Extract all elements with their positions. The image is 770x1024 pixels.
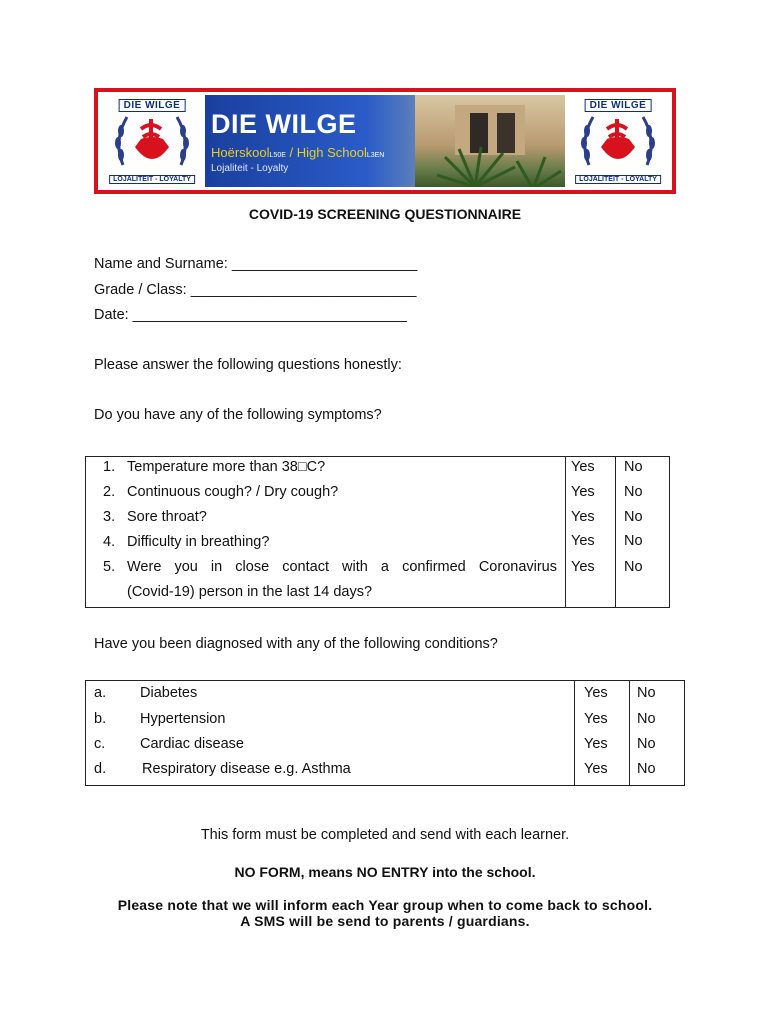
date-field[interactable]: Date: __________________________________ xyxy=(94,307,407,323)
school-building-photo xyxy=(415,95,565,187)
condition-letter: a. xyxy=(94,685,107,701)
crest-name: DIE WILGE xyxy=(585,99,652,112)
symptom-text: Temperature more than 38□C? xyxy=(127,459,326,475)
condition-text: Hypertension xyxy=(140,711,226,727)
yes-option[interactable]: Yes xyxy=(584,761,608,777)
symptom-text: Difficulty in breathing? xyxy=(127,534,270,550)
school-banner xyxy=(94,88,676,194)
symptoms-table xyxy=(85,456,670,608)
conditions-table xyxy=(85,680,685,786)
no-option[interactable]: No xyxy=(637,685,656,701)
palm-plants-icon xyxy=(415,95,565,187)
symptom-text: Were you in close contact with a confirmed Coronavirus xyxy=(127,559,557,575)
symptoms-question: Do you have any of the following symptoms? xyxy=(94,407,382,423)
banner-title: DIE WILGE xyxy=(211,109,357,139)
name-surname-field[interactable]: Name and Surname: _______________________ xyxy=(94,256,418,272)
symptom-number: 5. xyxy=(103,559,116,575)
banner-middle xyxy=(205,95,565,187)
condition-letter: d. xyxy=(94,761,107,777)
no-option[interactable]: No xyxy=(637,736,656,752)
condition-text: Respiratory disease e.g. Asthma xyxy=(142,761,351,777)
yes-option[interactable]: Yes xyxy=(584,711,608,727)
banner-subtitle xyxy=(211,145,384,160)
condition-letter: c. xyxy=(94,736,106,752)
banner-motto: Lojaliteit - Loyalty xyxy=(211,163,289,174)
condition-text: Diabetes xyxy=(140,685,198,701)
sms-notice: A SMS will be send to parents / guardians. xyxy=(240,913,530,929)
year-group-notice: Please note that we will inform each Year group when to come back to school. xyxy=(117,897,653,913)
yes-option[interactable]: Yes xyxy=(584,685,608,701)
no-option[interactable]: No xyxy=(624,509,643,525)
yes-option[interactable]: Yes xyxy=(584,736,608,752)
document-title: COVID-19 SCREENING QUESTIONNAIRE xyxy=(248,206,522,222)
subtitle-afrikaans: Hoërskool xyxy=(211,145,270,160)
yes-option[interactable]: Yes xyxy=(571,509,595,525)
no-option[interactable]: No xyxy=(637,761,656,777)
subtitle-separator: / xyxy=(285,145,297,160)
yes-option[interactable]: Yes xyxy=(571,484,595,500)
yes-option[interactable]: Yes xyxy=(571,559,595,575)
condition-letter: b. xyxy=(94,711,107,727)
yes-option[interactable]: Yes xyxy=(571,533,595,549)
symptom-number: 1. xyxy=(103,459,116,475)
no-form-notice: NO FORM, means NO ENTRY into the school. xyxy=(234,864,536,880)
crest-name: DIE WILGE xyxy=(119,99,186,112)
symptom-text: Continuous cough? / Dry cough? xyxy=(127,484,339,500)
code-english: L3EN xyxy=(366,152,385,159)
yes-option[interactable]: Yes xyxy=(571,459,595,475)
school-crest-right xyxy=(567,95,669,187)
no-option[interactable]: No xyxy=(624,533,643,549)
crest-emblem-icon xyxy=(101,95,203,187)
footer-instruction: This form must be completed and send with each learner. xyxy=(200,827,570,843)
no-option[interactable]: No xyxy=(624,484,643,500)
crest-motto: LOJALITEIT - LOYALTY xyxy=(109,175,195,184)
condition-text: Cardiac disease xyxy=(140,736,244,752)
grade-class-field[interactable]: Grade / Class: ____________________________ xyxy=(94,282,417,298)
instruction-text: Please answer the following questions honestly: xyxy=(94,357,402,373)
no-option[interactable]: No xyxy=(637,711,656,727)
crest-motto: LOJALITEIT - LOYALTY xyxy=(575,175,661,184)
symptom-number: 4. xyxy=(103,534,116,550)
no-option[interactable]: No xyxy=(624,459,643,475)
school-crest-left xyxy=(101,95,203,187)
no-option[interactable]: No xyxy=(624,559,643,575)
crest-emblem-icon xyxy=(567,95,669,187)
symptom-number: 3. xyxy=(103,509,116,525)
code-afrikaans: L50E xyxy=(269,152,286,159)
symptom-text: Sore throat? xyxy=(127,509,207,525)
symptom-text-continued: (Covid-19) person in the last 14 days? xyxy=(127,584,373,600)
subtitle-english: High School xyxy=(296,145,367,160)
conditions-question: Have you been diagnosed with any of the following conditions? xyxy=(94,636,498,652)
symptom-number: 2. xyxy=(103,484,116,500)
